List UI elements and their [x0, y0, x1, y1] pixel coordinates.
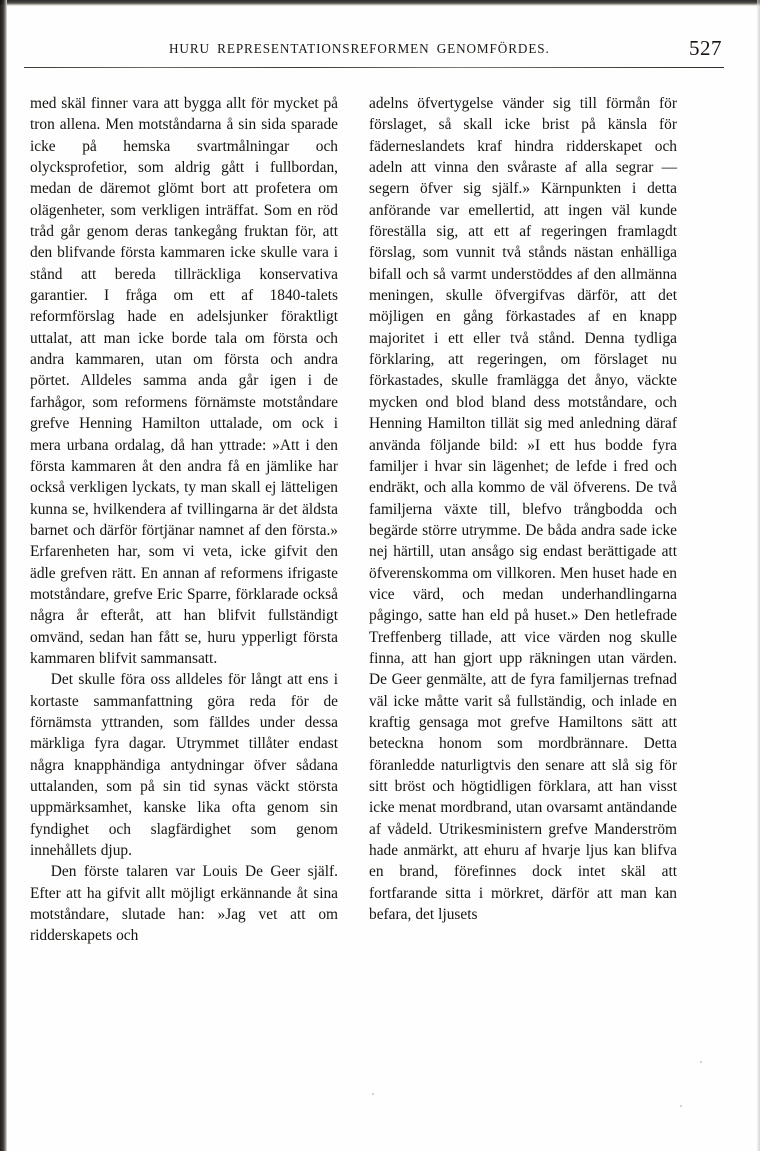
- scan-edge-top: [0, 0, 760, 6]
- text-columns: [30, 93, 730, 947]
- paragraph: adelns öfvertygelse vänder sig till förmån för förslaget, så skall icke brist på känsla för fäderneslandets kraf hindra ridderskapet och adeln att vinna den svåraste af alla segrar — segern öfver sig själf.» Kärnpunkten i detta anförande var emellertid, att ingen väl kunde föreställa sig, att ett af regeringen framlagdt förslag, som vunnit två stånds nästan enhälliga bifall och så varmt understöddes af den allmänna meningen, skulle öfvergifvas därför, att det möjligen en gång förkastades af en knapp majoritet i ett eller två stånd. Denna tydliga förklaring, att regeringen, om förslaget nu förkastades, skulle framlägga det ånyo, väckte mycken ond blod bland dess motståndare, och Henning Hamilton tillät sig med anledning däraf använda följande bild: »I ett hus bodde fyra familjer i hvar sin lägenhet; de lefde i fred och endräkt, och alla kommo de väl öfverens. De två familjerna växte till, blefvo trångbodda och begärde större utrymme. De båda andra sade icke nej härtill, utan ansågo sig endast berättigade att öfverenskomma om villkoren. Men huset hade en vice värd, och medan underhandlingarna pågingo, satte han eld på huset.» Den hetlefrade Treffenberg tillade, att vice värden nog skulle finna, att han gjort upp räkningen utan värden. De Geer genmälte, att de fyra familjernas trefnad väl icke måtte varit så fullständig, och inlade en kraftig gensaga mot grefve Hamiltons sätt att beteckna honom som mordbrännare. Detta föranledde naturligtvis den senare att slå sig för sitt bröst och högtidligen förklara, att han visst icke menat mordbrand, utan ovarsamt antändande af vådeld. Utrikesministern grefve Manderström hade anmärkt, att ehuru af hvarje ljus kan blifva en brand, förefinnes dock intet skäl att fortfarande sitta i mörkret, därför att man kan befara, det ljusets: [369, 95, 677, 924]
- scan-edge-left: [0, 0, 7, 1151]
- column-left: [30, 93, 338, 947]
- running-head-title: HURU REPRESENTATIONSREFORMEN GENOMFÖRDES.: [169, 41, 550, 56]
- page-content: [30, 36, 730, 945]
- scan-speckle: [680, 1105, 682, 1107]
- scan-speckle: [372, 1093, 374, 1095]
- paragraph: Det skulle föra oss alldeles för långt att ens i kortaste sammanfattning göra reda för de förnämsta yttranden, som fälldes under dessa märkliga fyra dagar. Utrymmet tillåter endast några knapphändiga antydningar öfver sådana uttalanden, som på sin tid synas väckt största uppmärksamhet, kanske lika ofta genom sin fyndighet och slagfärdighet som genom innehållets djup.: [30, 671, 338, 860]
- column-right: [369, 93, 677, 947]
- scan-speckle: [700, 1061, 702, 1063]
- paragraph: Den förste talaren var Louis De Geer själf. Efter att ha gifvit allt möjligt erkännande åt sina motståndare, slutade han: »Jag vet att om ridderskapets och: [30, 863, 338, 945]
- scan-speckle: [250, 45, 252, 47]
- header-rule: [24, 67, 724, 68]
- paragraph: med skäl finner vara att bygga allt för mycket på tron allena. Men motståndarna å sin sida sparade icke på hemska svartmålningar och olycksprofetior, som aldrig gått i fullbordan, medan de däremot glömt bort att profetera om olägenheter, som verkligen inträffat. Som en röd tråd går genom deras tankegång fruktan för, att den blifvande första kammaren icke skulle vara i stånd att bereda tillräckliga konservativa garantier. I fråga om ett af 1840-talets reformförslag hade en adelsjunker föraktligt uttalat, att man icke borde tala om första och andra kammaren, utan om första och andra pörtet. Alldeles samma anda går igen i de farhågor, som reformens förnämste motståndare grefve Henning Hamilton uttalade, om ock i mera urbana ordalag, då han yttrade: »Att i den första kammaren åt den andra få en jämlike har också verkligen lyckats, ty man skall ej lätteligen kunna se, hvilkendera af tvillingarna är det äldsta barnet och därför förtjänar namnet af den första.» Erfarenheten har, som vi veta, icke gifvit den ädle grefven rätt. En annan af reformens ifrigaste motståndare, grefve Eric Sparre, förklarade också några år efteråt, att han blifvit fullständigt omvänd, sedan han fått se, huru ypperligt första kammaren blifvit sammansatt.: [30, 95, 338, 667]
- running-head: [30, 38, 730, 68]
- page-number: 527: [689, 36, 722, 60]
